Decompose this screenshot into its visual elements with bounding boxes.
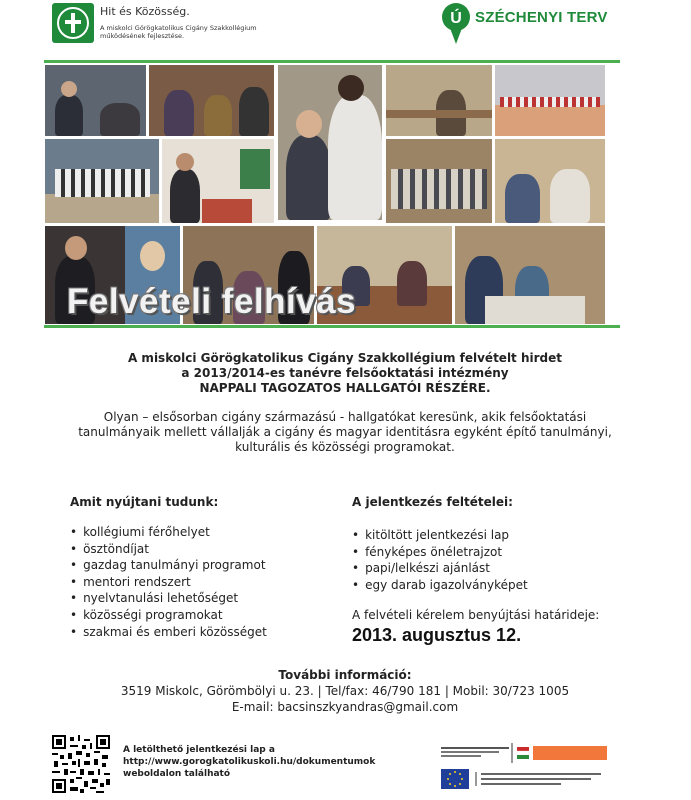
list-item: • fényképes önéletrajzot: [352, 544, 528, 561]
photo-1: [45, 65, 146, 136]
requirements-title: A jelentkezés feltételei:: [352, 495, 513, 509]
download-line-3: weboldalon található: [123, 769, 231, 779]
description-text: [60, 410, 630, 455]
download-line-1: A letölthető jelentkezési lap a: [123, 745, 275, 755]
deadline-date: 2013. augusztus 12.: [352, 625, 522, 645]
photo-4: [386, 65, 492, 136]
qr-code-icon[interactable]: [52, 735, 110, 793]
requirements-list: [352, 527, 528, 593]
description-line-1: Olyan – elsősorban cigány származású - hallgatókat keresünk, akik felsőoktatási: [103, 410, 587, 424]
photo-5: [495, 65, 605, 136]
list-item: • egy darab igazolványképet: [352, 577, 528, 594]
list-item: • szakmai és emberi közösséget: [70, 624, 267, 641]
contact-title: További információ:: [278, 668, 412, 682]
org-logo: [52, 3, 94, 43]
list-item: • ösztöndíjat: [70, 541, 267, 558]
intro-text: [60, 351, 630, 396]
szechenyi-logo-icon: [441, 2, 471, 46]
org-subtitle: A miskolci Görögkatolikus Cigány Szakkollégium működésének fejlesztése.: [100, 24, 257, 40]
list-item: • közösségi programokat: [70, 607, 267, 624]
photo-8: [386, 139, 492, 223]
deadline-label: A felvételi kérelem benyújtási határideje:: [352, 608, 600, 622]
banner-title: Felvételi felhívás: [67, 282, 357, 321]
list-item: • mentori rendszert: [70, 574, 267, 591]
list-item: • gazdag tanulmányi programot: [70, 557, 267, 574]
szechenyi-logo-mark: Ú: [450, 10, 462, 27]
photo-7: [162, 139, 274, 223]
description-line-2: tanulmányaik mellett vállalják a cigány és magyar identitásra egyként építő tanulmányi,: [78, 425, 612, 439]
offer-list: [70, 524, 267, 640]
intro-line-2: a 2013/2014-es tanévre felsőoktatási intézmény: [181, 366, 509, 380]
intro-line-3: NAPPALI TAGOZATOS HALLGATÓI RÉSZÉRE.: [199, 381, 491, 395]
bottom-divider: [44, 325, 620, 328]
intro-line-1: A miskolci Görögkatolikus Cigány Szakkollégium felvételt hirdet: [127, 351, 563, 365]
photo-9: [495, 139, 605, 223]
contact-block: [60, 668, 630, 715]
description-line-3: kulturális és közösségi programokat.: [235, 440, 455, 454]
szechenyi-brand: SZÉCHENYI TERV: [475, 9, 608, 26]
list-item: • kitöltött jelentkezési lap: [352, 527, 528, 544]
eu-funding-logos: [441, 741, 611, 793]
offer-title: Amit nyújtani tudunk:: [70, 495, 219, 509]
top-divider: [44, 60, 620, 63]
list-item: • kollégiumi férőhelyet: [70, 524, 267, 541]
contact-address: 3519 Miskolc, Görömbölyi u. 23. | Tel/fax: 46/790 181 | Mobil: 30/723 1005: [120, 684, 570, 698]
list-item: • nyelvtanulási lehetőséget: [70, 590, 267, 607]
download-note: [123, 744, 375, 780]
org-title: Hit és Közösség.: [100, 5, 190, 18]
list-item: • papi/lelkészi ajánlást: [352, 560, 528, 577]
photo-13: [455, 226, 605, 324]
photo-6: [45, 139, 159, 223]
contact-email[interactable]: E-mail: bacsinszkyandras@gmail.com: [231, 700, 459, 714]
photo-3: [278, 65, 382, 220]
download-url[interactable]: http://www.gorogkatolikuskoli.hu/dokumentumok: [123, 757, 376, 767]
photo-2: [149, 65, 274, 136]
